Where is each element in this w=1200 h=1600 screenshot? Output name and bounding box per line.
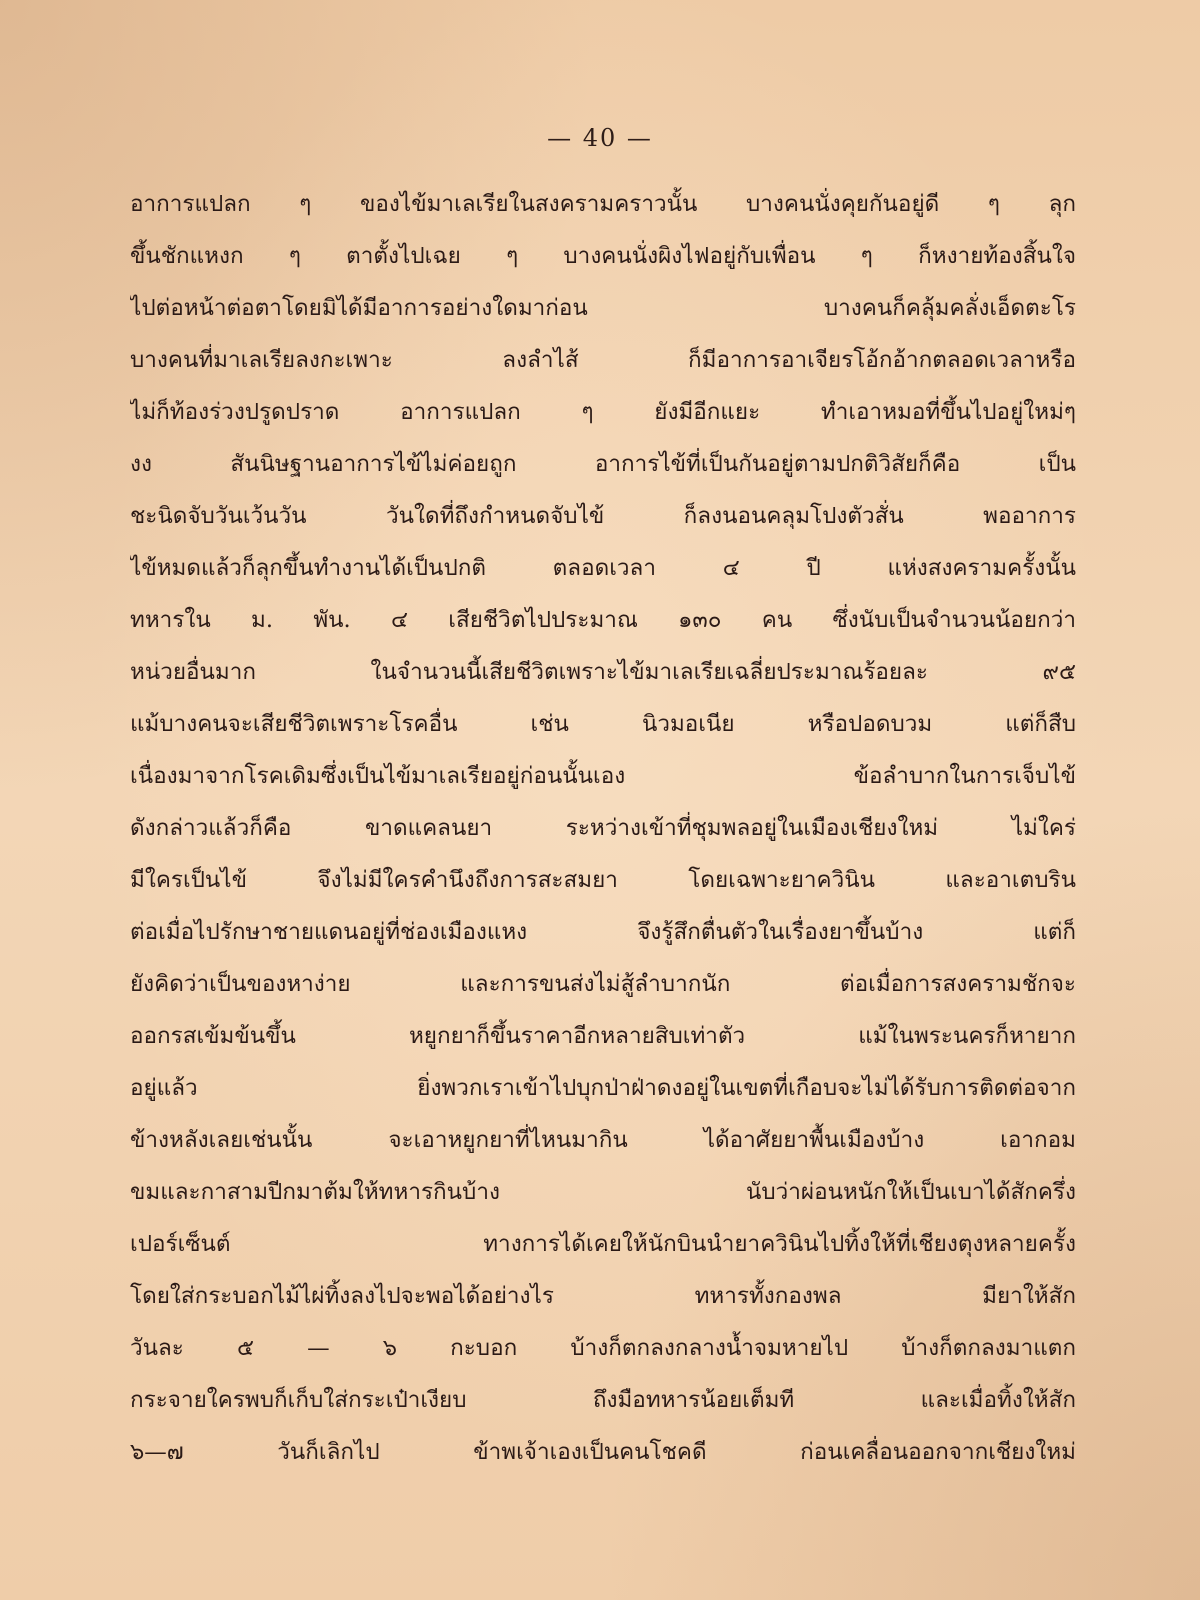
text-line: ขึ้นชักแหงก ๆ ตาตั้งไปเฉย ๆ บางคนนั่งผิงไฟอยู่กับเพื่อน ๆ ก็หงายท้องสิ้นใจ xyxy=(130,243,1076,269)
text-line: กระจายใครพบก็เก็บใส่กระเป๋าเงียบ ถึงมือทหารน้อยเต็มที และเมื่อทิ้งให้สัก xyxy=(130,1387,1076,1413)
page-number: — 40 — xyxy=(547,124,653,152)
text-line: บางคนที่มาเลเรียลงกะเพาะ ลงลำไส้ ก็มีอาการอาเจียรโอ้กอ้ากตลอดเวลาหรือ xyxy=(130,347,1076,373)
text-line: ไข้หมดแล้วก็ลุกขึ้นทำงานได้เป็นปกติ ตลอดเวลา ๔ ปี แห่งสงครามครั้งนั้น xyxy=(130,555,1076,581)
text-line: ขมและกาสามปีกมาต้มให้ทหารกินบ้าง นับว่าผ่อนหนักให้เป็นเบาได้สักครึ่ง xyxy=(130,1179,1076,1205)
text-line: ดังกล่าวแล้วก็คือ ขาดแคลนยา ระหว่างเข้าที่ชุมพลอยู่ในเมืองเชียงใหม่ ไม่ใคร่ xyxy=(130,815,1076,841)
text-line: หน่วยอื่นมาก ในจำนวนนี้เสียชีวิตเพราะไข้มาเลเรียเฉลี่ยประมาณร้อยละ ๙๕ xyxy=(130,659,1076,685)
body-text xyxy=(130,178,1076,1478)
text-line: อยู่แล้ว ยิ่งพวกเราเข้าไปบุกป่าฝ่าดงอยู่ในเขตที่เกือบจะไม่ได้รับการติดต่อจาก xyxy=(130,1075,1076,1101)
text-line: งง สันนิษฐานอาการไข้ไม่ค่อยถูก อาการไข้ที่เป็นกันอยู่ตามปกติวิสัยก็คือ เป็น xyxy=(130,451,1076,477)
text-line: ๖—๗ วันก็เลิกไป ข้าพเจ้าเองเป็นคนโชคดี ก่อนเคลื่อนออกจากเชียงใหม่ xyxy=(130,1439,1076,1465)
text-line: มีใครเป็นไข้ จึงไม่มีใครคำนึงถึงการสะสมยา โดยเฉพาะยาควินิน และอาเตบริน xyxy=(130,867,1076,893)
text-line: ชะนิดจับวันเว้นวัน วันใดที่ถึงกำหนดจับไข้ ก็ลงนอนคลุมโปงตัวสั่น พออาการ xyxy=(130,503,1076,529)
text-line: ออกรสเข้มข้นขึ้น หยูกยาก็ขึ้นราคาอีกหลายสิบเท่าตัว แม้ในพระนครก็หายาก xyxy=(130,1023,1076,1049)
text-line: เนื่องมาจากโรคเดิมซึ่งเป็นไข้มาเลเรียอยู่ก่อนนั้นเอง ข้อลำบากในการเจ็บไข้ xyxy=(130,763,1076,789)
text-line: ยังคิดว่าเป็นของหาง่าย และการขนส่งไม่สู้ลำบากนัก ต่อเมื่อการสงครามชักจะ xyxy=(130,971,1076,997)
text-line: แม้บางคนจะเสียชีวิตเพราะโรคอื่น เช่น นิวมอเนีย หรือปอดบวม แต่ก็สืบ xyxy=(130,711,1076,737)
text-line: วันละ ๕ — ๖ กะบอก บ้างก็ตกลงกลางน้ำจมหายไป บ้างก็ตกลงมาแตก xyxy=(130,1335,1076,1361)
text-line: อาการแปลก ๆ ของไข้มาเลเรียในสงครามคราวนั้น บางคนนั่งคุยกันอยู่ดี ๆ ลุก xyxy=(130,191,1076,217)
text-line: ข้างหลังเลยเช่นนั้น จะเอาหยูกยาที่ไหนมากิน ได้อาศัยยาพื้นเมืองบ้าง เอากอม xyxy=(130,1127,1076,1153)
text-line: ต่อเมื่อไปรักษาชายแดนอยู่ที่ช่องเมืองแหง จึงรู้สึกตื่นตัวในเรื่องยาขึ้นบ้าง แต่ก็ xyxy=(130,919,1076,945)
text-line: โดยใส่กระบอกไม้ไผ่ทิ้งลงไปจะพอได้อย่างไร ทหารทั้งกองพล มียาให้สัก xyxy=(130,1283,1076,1309)
text-line: ทหารใน ม. พัน. ๔ เสียชีวิตไปประมาณ ๑๓๐ คน ซึ่งนับเป็นจำนวนน้อยกว่า xyxy=(130,607,1076,633)
text-line: ไปต่อหน้าต่อตาโดยมิได้มีอาการอย่างใดมาก่อน บางคนก็คลุ้มคลั่งเอ็ดตะโร xyxy=(130,295,1076,321)
text-line: ไม่ก็ท้องร่วงปรูดปราด อาการแปลก ๆ ยังมีอีกแยะ ทำเอาหมอที่ขึ้นไปอยู่ใหม่ๆ xyxy=(130,399,1076,425)
text-line: เปอร์เซ็นต์ ทางการได้เคยให้นักบินนำยาควินินไปทิ้งให้ที่เชียงตุงหลายครั้ง xyxy=(130,1231,1076,1257)
